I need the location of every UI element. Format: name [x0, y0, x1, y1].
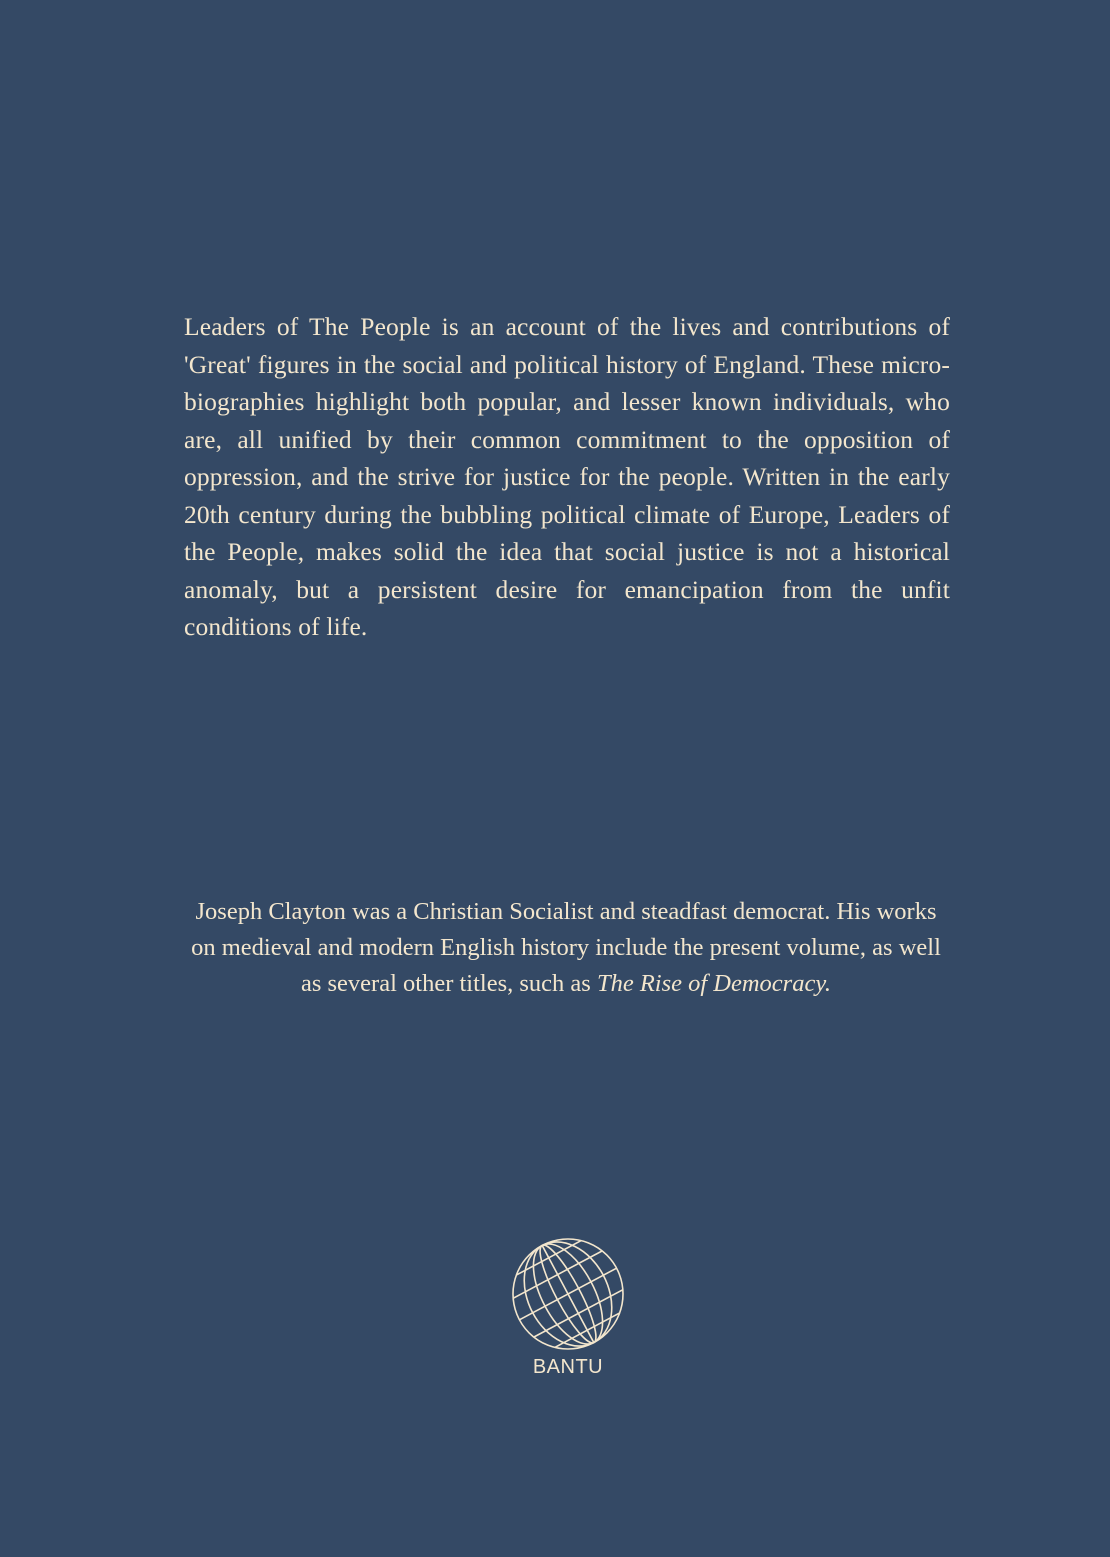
globe-icon [510, 1236, 626, 1352]
author-bio [190, 894, 942, 1002]
referenced-book-title: The Rise of Democracy. [596, 970, 831, 997]
publisher-logo [505, 1236, 631, 1379]
author-bio-text: Joseph Clayton was a Christian Socialist and steadfast democrat. His works on medieval and modern English history include the present volume, as well as several other titles, such as [191, 898, 941, 997]
publisher-name: BANTU [532, 1356, 604, 1378]
book-blurb: Leaders of The People is an account of the lives and contributions of 'Great' figures in the social and political history of England. These micro-biographies highlight both popular, and lesser known individuals, who are, all unified by their common commitment to the opposition of oppression, and the strive for justice for the people. Written in the early 20th century during the bubbling political climate of Europe, Leaders of the People, makes solid the idea that social justice is not a historical anomaly, but a persistent desire for emancipation from the unfit conditions of life. [184, 312, 950, 641]
